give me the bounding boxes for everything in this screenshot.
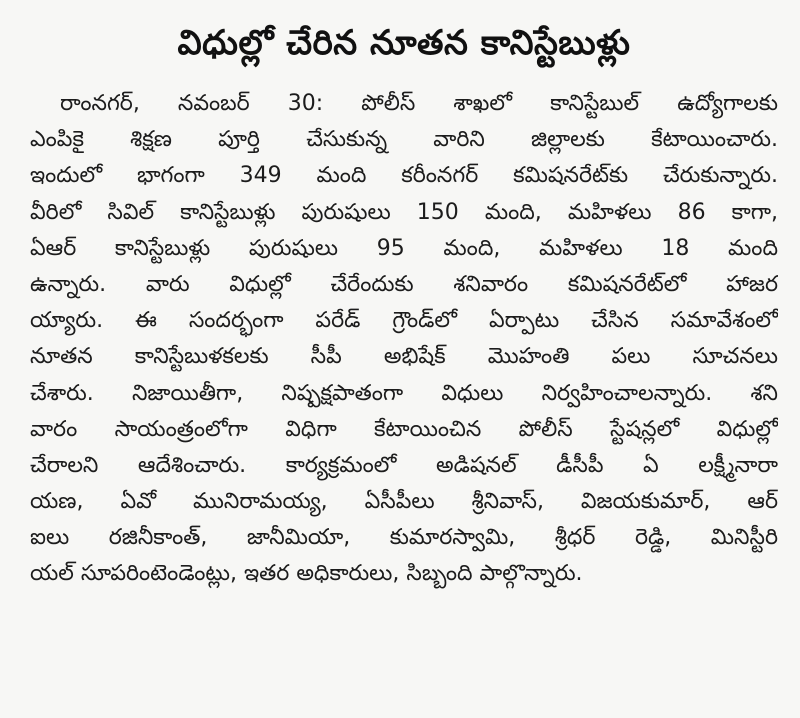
article-line: రాంనగర్, నవంబర్ 30: పోలీస్ శాఖలో కానిస్టేబుల్ ఉద్యోగాలకు: [60, 91, 778, 116]
article-line: యణ, ఏవో మునిరామయ్య, ఏసీపీలు శ్రీనివాస్, విజయకుమార్, ఆర్: [30, 489, 778, 515]
article-line: చేరాలని ఆదేశించారు. కార్యక్రమంలో అడిషనల్ డీసీపీ ఏ లక్ష్మీనారా: [30, 452, 778, 478]
article-line: చేశారు. నిజాయితీగా, నిష్పక్షపాతంగా విధులు నిర్వహించాలన్నారు. శని: [30, 380, 778, 406]
article-body: [30, 86, 778, 593]
article-line: వారం సాయంత్రంలోగా విధిగా కేటాయించిన పోలీస్ స్టేషన్లలో విధుల్లో: [30, 416, 778, 442]
article-line: ఏఆర్ కానిస్టేబుళ్లు పురుషులు 95 మంది, మహిళలు 18 మంది: [30, 235, 778, 261]
article-line: నూతన కానిస్టేబుళకలకు సీపీ అభిషేక్ మొహంతి పలు సూచనలు: [30, 344, 778, 370]
article-line: య్యారు. ఈ సందర్భంగా పరేడ్ గ్రౌండ్‌లో ఏర్పాటు చేసిన సమావేశంలో: [30, 308, 778, 334]
article-line: యల్ సూపరింటెండెంట్లు, ఇతర అధికారులు, సిబ్బంది పాల్గొన్నారు.: [30, 561, 583, 587]
article-line: వీరిలో సివిల్ కానిస్టేబుళ్లు పురుషులు 150 మంది, మహిళలు 86 కాగా,: [30, 199, 778, 225]
article-line: ఎంపికై శిక్షణ పూర్తి చేసుకున్న వారిని జిల్లాలకు కేటాయించారు.: [30, 127, 778, 153]
article-line: ఐలు రజినీకాంత్, జానీమియా, కుమారస్వామి, శ్రీధర్ రెడ్డి, మినిస్టీరి: [30, 525, 778, 551]
article-headline: విధుల్లో చేరిన నూతన కానిస్టేబుళ్లు: [177, 23, 631, 63]
article-line: ఇందులో భాగంగా 349 మంది కరీంనగర్ కమిషనరేట్‌కు చేరుకున్నారు.: [30, 163, 778, 189]
article-line: ఉన్నారు. వారు విధుల్లో చేరేందుకు శనివారం కమిషనరేట్‌లో హాజర: [30, 271, 778, 297]
